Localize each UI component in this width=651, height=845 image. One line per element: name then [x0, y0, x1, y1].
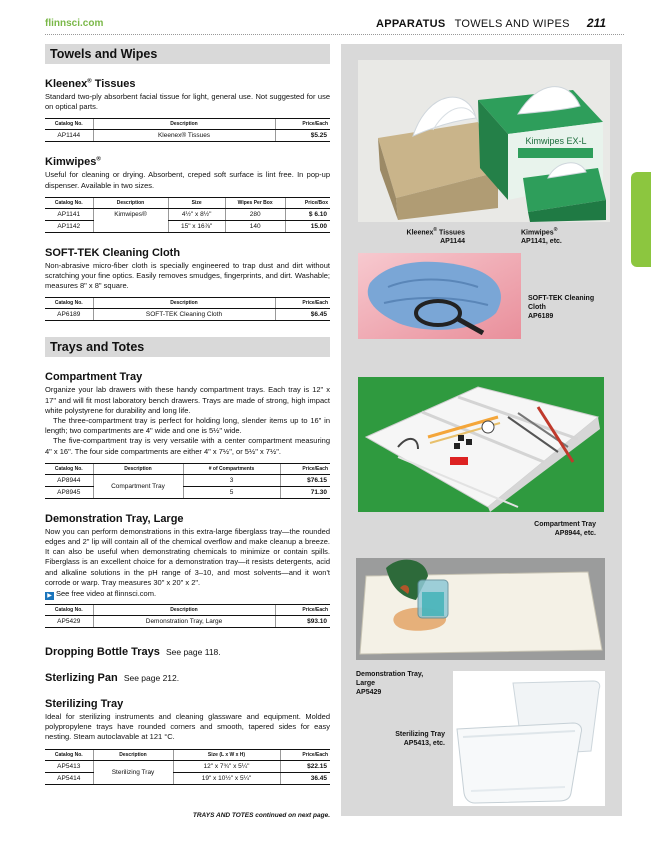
header-subsection: TOWELS AND WIPES [454, 18, 570, 30]
demo-tray-photo [356, 558, 605, 660]
cloth-photo [358, 253, 521, 339]
table-row: AP1141 Kimwipes® 4½" x 8½" 280 $ 6.10 [45, 208, 330, 220]
site-url[interactable]: flinnsci.com [45, 18, 104, 29]
kimwipes-caption: Kimwipes® AP1141, etc. [521, 227, 562, 246]
continued-note: TRAYS AND TOTES continued on next page. [192, 812, 330, 819]
compartment-title: Compartment Tray [45, 371, 143, 384]
softtek-description: Non-abrasive micro-fiber cloth is specially engineered to trap dust and dirt without scratching your fine optics. Easily removes smudges, fingerprints, and dirt. Washable; measures 8" x 8" square. [45, 260, 330, 291]
box-brand-text: Kimwipes EX-L [525, 136, 587, 146]
header-section: APPARATUS [375, 18, 446, 30]
demo-description: Now you can perform demonstrations in this extra-large fiberglass tray—the rounded edges and 2" lip will contain all of the chemical overflow and make cleanup a breeze. It can also be useful when demonstrating chemicals to minimize or contain spills. Fiberglass is an excellent choice for a demonstration tray—it resists detergents, acid and alkaline solutions in the pH range of 3–10, and most solvents—and it won't corrode or warp. Tray measures 30" x 20" x 2". [45, 526, 330, 587]
table-row: AP1142 15" x 16⅞" 140 15.00 [45, 220, 330, 232]
tissues-photo [358, 60, 610, 222]
kimwipes-table: Catalog No. Description Size Wipes Per Box Price/Box AP1141 Kimwipes® 4½" x 8½" 280 $ 6.10 AP1142 15" x 16⅞" 140 15.00 [45, 197, 330, 233]
compartment-caption: Compartment Tray AP8944, etc. [534, 521, 596, 537]
sterilizing-title: Sterilizing Tray [45, 698, 124, 711]
kimwipes-title: Kimwipes® [45, 156, 101, 169]
kimwipes-description: Useful for cleaning or drying. Absorbent, creped soft surface is lint free. In pop-up dispenser. Available in two sizes. [45, 170, 330, 190]
table-row: AP6189 SOFT-TEK Cleaning Cloth $6.45 [45, 309, 330, 321]
pan-title: Sterlizing Pan See page 212. [45, 672, 180, 685]
header-divider [45, 34, 624, 35]
demo-caption: Demonstration Tray, Large AP5429 [356, 671, 424, 696]
section-tab [631, 172, 651, 267]
pan-page-ref: See page 212. [123, 673, 180, 684]
demo-table: Catalog No. Description Price/Each AP5429 Demonstration Tray, Large $93.10 [45, 604, 330, 628]
compartment-tray-photo [358, 377, 604, 512]
table-row: AP5413 Sterilizing Tray 12" x 7¾" x 5¼" $22.15 [45, 760, 330, 772]
section-towels-heading: Towels and Wipes [45, 44, 330, 64]
sterilizing-table: Catalog No. Description Size (L x W x H) Price/Each AP5413 Sterilizing Tray 12" x 7¾" x 5¼" $22.15 AP5414 19" x 10½" x 5¼" 36.45 [45, 749, 330, 785]
sterilizing-caption: Sterilizing Tray AP5413, etc. [395, 731, 445, 747]
table-row: AP5429 Demonstration Tray, Large $93.10 [45, 616, 330, 628]
kleenex-description: Standard two-ply absorbent facial tissue for light, general use. Not suggested for use on optical parts. [45, 92, 330, 112]
softtek-table: Catalog No. Description Price/Each AP6189 SOFT-TEK Cleaning Cloth $6.45 [45, 297, 330, 321]
table-row: AP8945 5 71.30 [45, 486, 330, 498]
demo-title: Demonstration Tray, Large [45, 512, 184, 525]
running-header [376, 16, 606, 30]
video-link[interactable]: ▶ See free video at flinnsci.com. [45, 589, 330, 600]
table-row: AP5414 19" x 10½" x 5¼" 36.45 [45, 772, 330, 784]
dropping-page-ref: See page 118. [165, 647, 221, 658]
sterilizing-tray-photo [453, 671, 605, 806]
section-trays-heading: Trays and Totes [45, 337, 330, 357]
softtek-caption: SOFT-TEK Cleaning Cloth AP6189 [528, 295, 595, 320]
sterilizing-description: Ideal for sterilizing instruments and cleaning glassware and equipment. Molded polypropylene trays have rounded corners and smooth, tapered sides for easy nesting. Steam autoclavable at 121 °C. [45, 712, 330, 742]
compartment-description: Organize your lab drawers with these handy compartment trays. Each tray is 12" x 17" and will fit most laboratory bench drawers. Trays are made of strong, high impact white polystyrene for durability and long life. The three-compartment tray is perfect for holding long, slender items up to 16" in length; two compartments are 4" wide and one is 5½" wide. The five-compartment tray is very versatile with a center compartment measuring 4" x 16". The four side compartments are either 4" x 7½", or 5½" x 7½". [45, 385, 330, 456]
softtek-title: SOFT-TEK Cleaning Cloth [45, 246, 181, 259]
left-column [45, 44, 330, 785]
kleenex-title: Kleenex® Tissues [45, 78, 136, 90]
kleenex-caption: Kleenex® Tissues AP1144 [406, 227, 465, 246]
compartment-table: Catalog No. Description # of Compartments Price/Each AP8944 Compartment Tray 3 $76.15 AP8945 5 71.30 [45, 463, 330, 499]
page-number: 211 [586, 16, 606, 30]
table-row: AP1144 Kleenex® Tissues $5.25 [45, 130, 330, 142]
kleenex-table: Catalog No. Description Price/Each AP1144 Kleenex® Tissues $5.25 [45, 118, 330, 142]
table-row: AP8944 Compartment Tray 3 $76.15 [45, 474, 330, 486]
dropping-title: Dropping Bottle Trays See page 118. [45, 646, 221, 659]
play-icon: ▶ [45, 592, 54, 600]
